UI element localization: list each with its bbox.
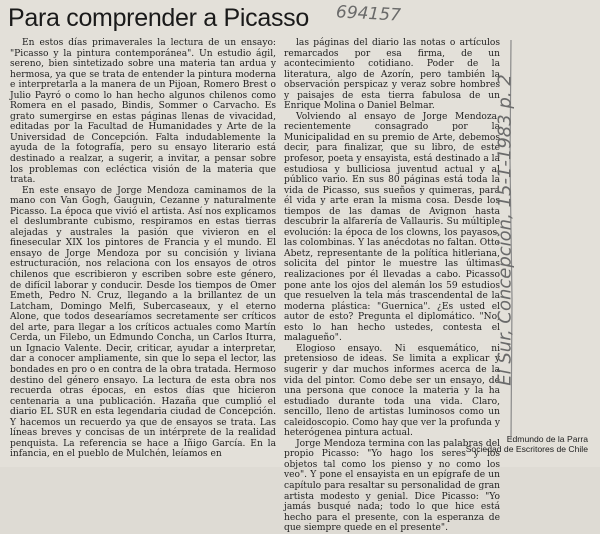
source-note: El Sur, Concepción, 15-1-1983 p. 2 [494,74,516,386]
paragraph: Jorge Mendoza termina con las palabras del propio Picasso: "Yo hago los seres y los objetos tal como los pienso y no como los veo". Y pone el ensayista en un epígrafe de un capítulo para resaltar su personalidad de gran artista modesto y genial. Dice Picasso: "Yo jamás busqué nada; todo lo que hice está hecho para el presente, con la esperanza de que siempre quede en el presente". [284,438,500,534]
article-column-right [284,38,500,534]
article-column-left [10,38,276,460]
paragraph: Volviendo al ensayo de Jorge Mendoza, recientemente consagrado por la Municipalidad en su premio de Arte, debemos decir, para finalizar, que su libro, de este profesor, poeta y ensayista, está destinado a la estudiosa y bulliciosa juventud actual y al público vario. En sus 80 páginas está toda la vida de Picasso, sus sueños y quimeras, para él vida y arte eran la misma cosa. Desde los tiempos de las damas de Avignon hasta descubrir la alfarería de Vallauris. Su múltiple evolución: la época de los clowns, los payasos, las colombinas. Y las anécdotas no faltan. Otto Abetz, representante de la política hitleriana, solicita del pintor le muestre las últimas realizaciones por él llevadas a cabo. Picasso pone ante los ojos del alemán los 59 estudios que resuelven la tela más trascendental de la moderna plástica: "Guernica". ¿Es usted el autor de esto? Pregunta el diplomático. "No, esto lo han hecho ustedes, contesta el malagueño". [284,111,500,344]
author-signature [400,434,600,454]
paragraph: En estos días primaverales la lectura de un ensayo: "Picasso y la pintura contemporánea". Un estudio ágil, sereno, bien sintetizado sobre una materia tan ardua y hermosa, ya que se trata de entender la pintura moderna e interpretarla a la manera de un Pijoan, Romero Brest o Julio Payró o como lo han hecho algunos chilenos como Romera en el pasado, Bindis, Sommer o Carvacho. Es grato sumergirse en estas páginas llenas de vivacidad, editadas por la Facultad de Humanidades y Arte de la Universidad de Concepción. Falta indudablemente la ayuda de la fotografía, pero su ensayo literario está destinado a realzar, a sugerir, a invitar, a pensar sobre los problemas con ecléctica visión de la materia que trata. [10,38,276,186]
author-name: Edmundo de la Parra [506,434,588,444]
clipping-number: 694157 [335,2,402,26]
paragraph: En este ensayo de Jorge Mendoza caminamos de la mano con Van Gogh, Gauguin, Cezanne y naturalmente Picasso. La época que vivió el artista. Así nos explicamos el deslumbrante cubismo, respiramos en estas tierras alejadas y australes la pasión que vivieron en el finesecular XIX los pintores de Francia y el mundo. El ensayo de Jorge Mendoza por su concisión y liviana estructuración, nos relaciona con los ensayos de otros chilenos que escribieron y escriben sobre este género, de difícil laborar y conducir. Desde los tiempos de Omer Emeth, Pedro N. Cruz, llegando a la brillantez de un Latcham, Domingo Melfi, Subercaseaux, y el eterno Alone, que todos desearíamos secretamente ser críticos del arte, para llegar a los críticos actuales como Martín Cerda, un Filebo, un Edmundo Concha, un Carlos Iturra, un Ignacio Valente. Decir, criticar, ayudar a interpretar, dar a conocer ampliamente, sin que lo sepa el lector, las bondades en pro o en contra de la obra tratada. Hermoso destino del género ensayo. La lectura de esta obra nos recuerda otras épocas, en estos días que hicieron centenaria a una publicación. Hazaña que cumplió el diario EL SUR en esta legendaria ciudad de Concepción. Y hacemos un recuerdo ya que de ensayos se trata. Las líneas breves y concisas de un intérprete de la realidad penquista. La referencia se hace a Iñigo García. En la infancia, en el pueblo de Mulchén, leíamos en [10,185,276,460]
article-headline: Para comprender a Picasso [8,4,309,32]
paragraph: Elogioso ensayo. Ni esquemático, ni pretensioso de ideas. Se limita a explicar y sugerir y dar muchos informes acerca de la vida del pintor. Como debe ser un ensayo, de una persona que conoce la materia y la ha estudiado durante toda una vida. Claro, sencillo, lleno de artistas luminosos como un caleidoscopio. Como hay que ver la profunda y heterógenea pintura actual. [284,343,500,439]
paragraph: las páginas del diario las notas o artículos remarcados por esa firma, de un acontecimiento cotidiano. Poder de la literatura, algo de Azorín, pero también la observación perspicaz y veraz sobre hombres y paisajes de esta tierra fabulosa de un Enrique Molina o Daniel Belmar. [284,38,500,112]
author-affiliation: Sociedad de Escritores de Chile [465,444,588,454]
